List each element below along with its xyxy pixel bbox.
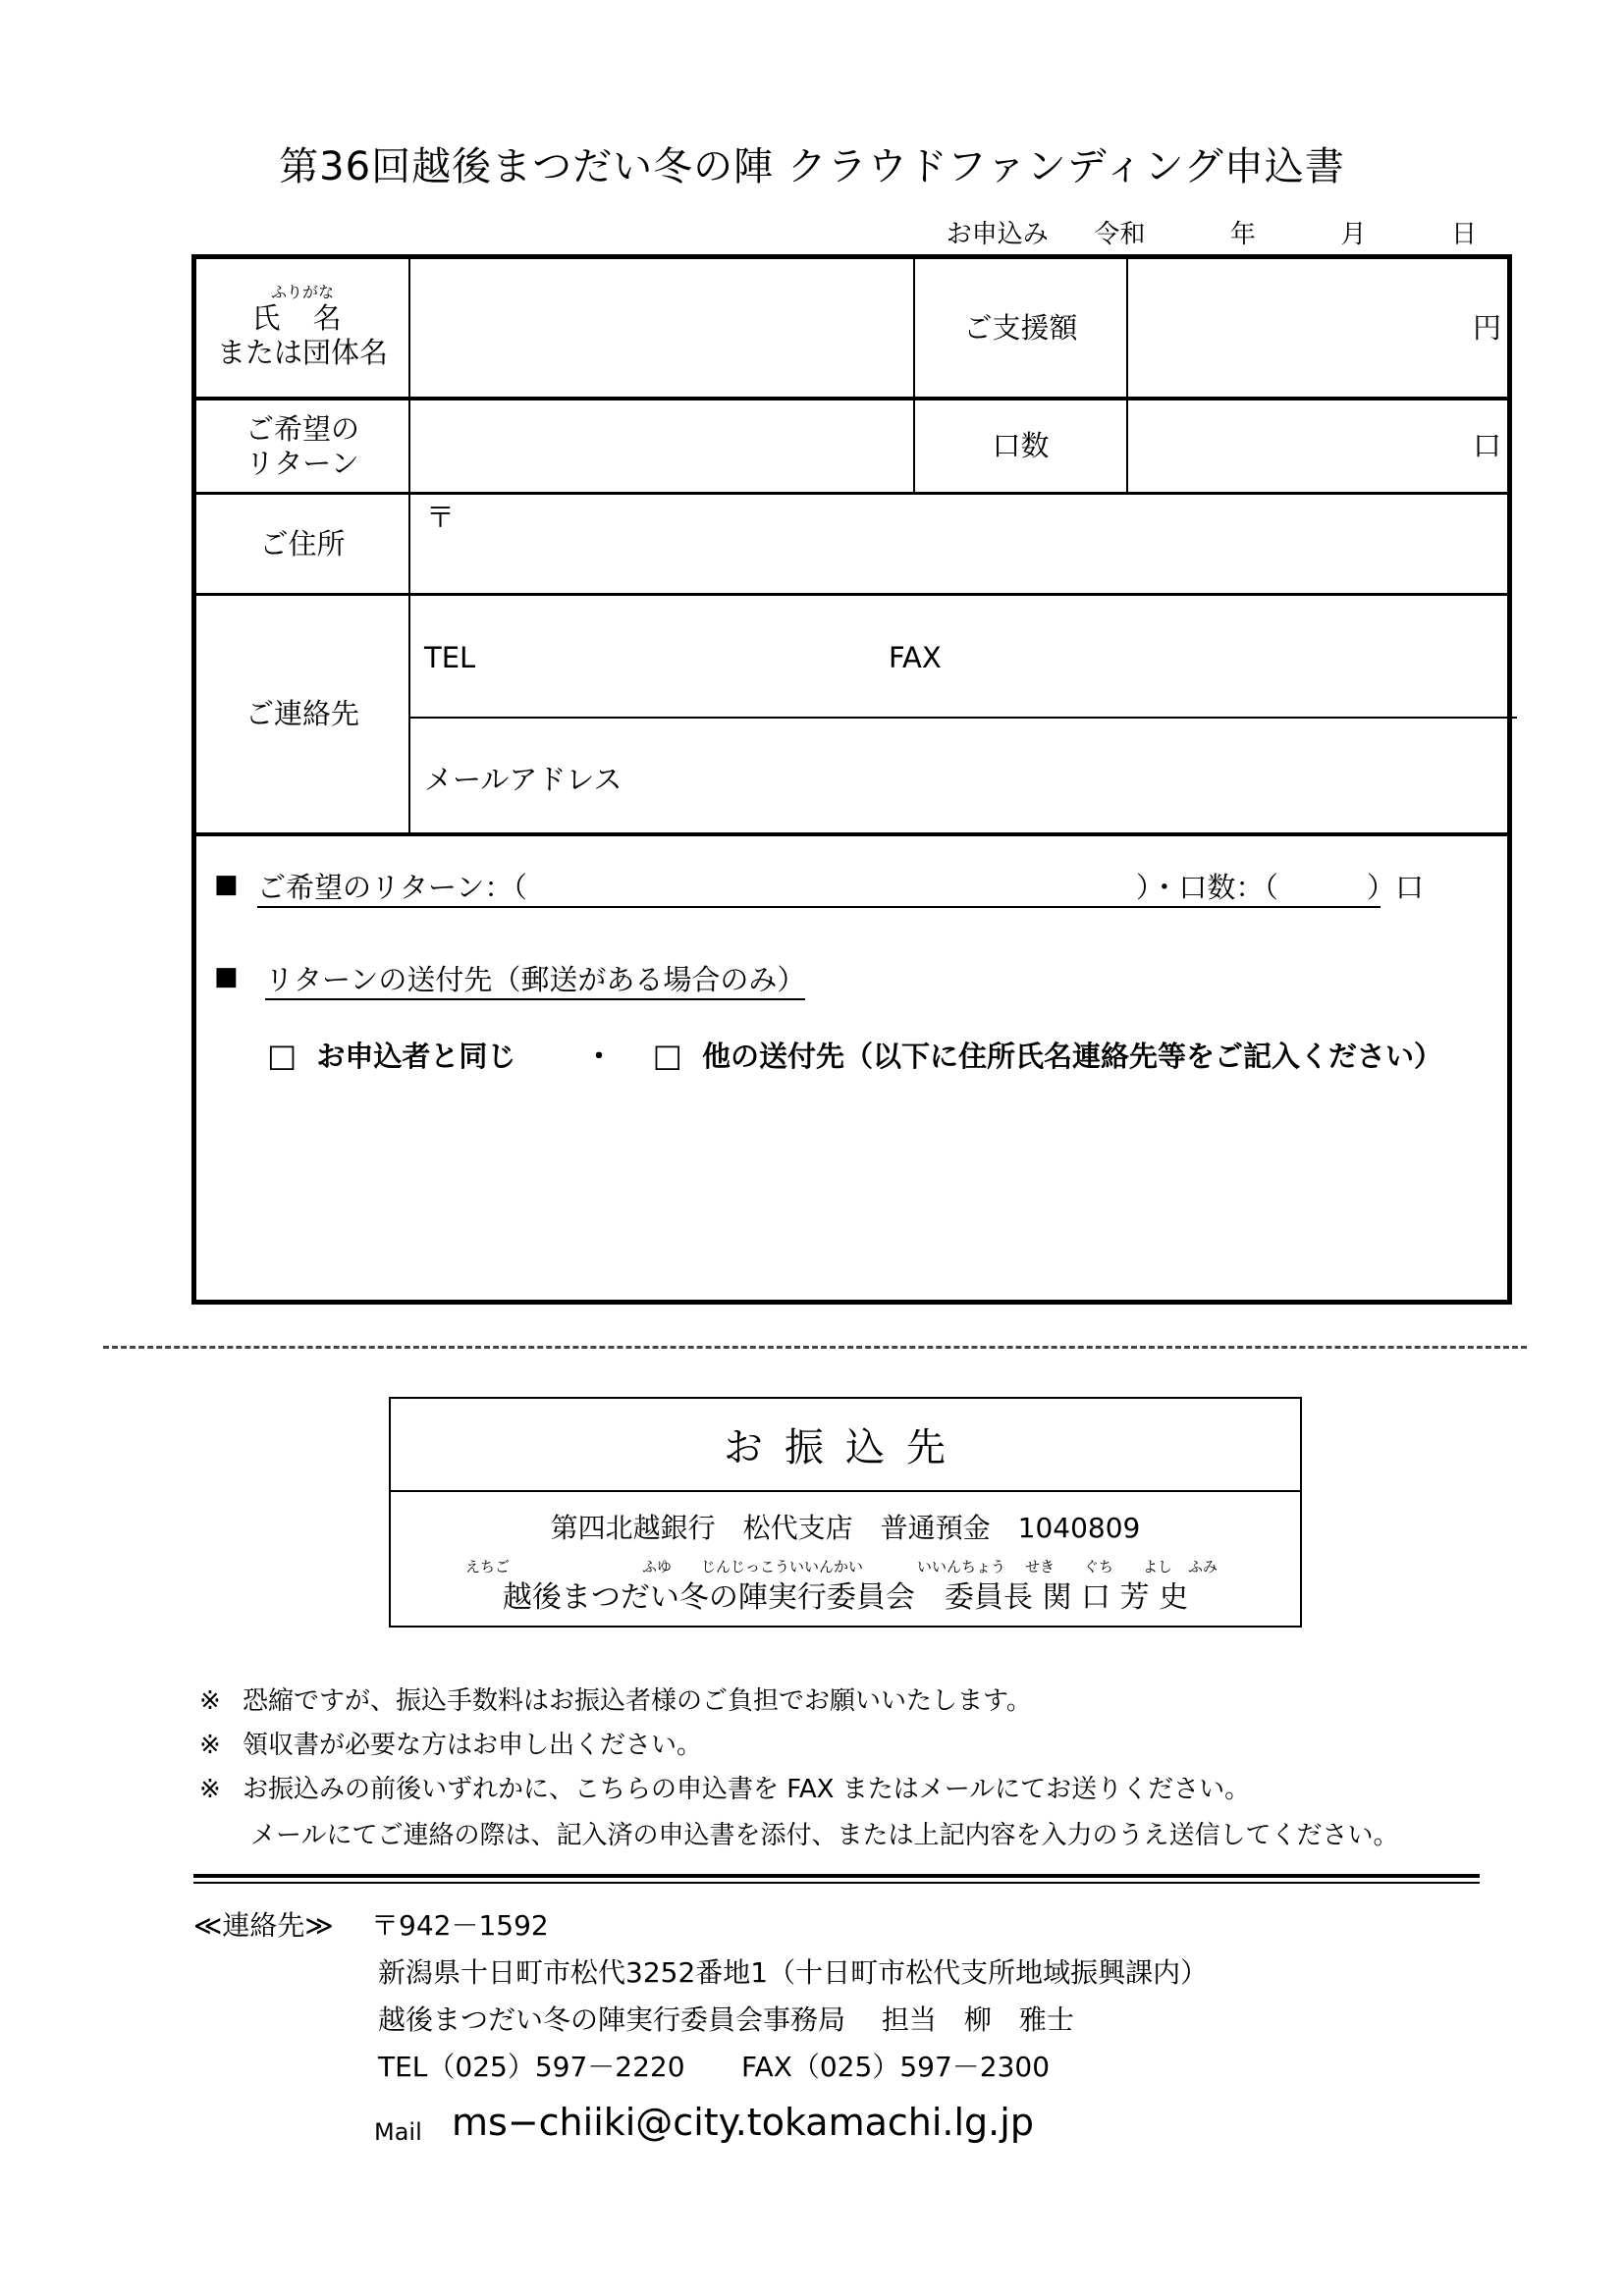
date-month: 月 xyxy=(1340,220,1367,249)
option-same-label: お申込者と同じ xyxy=(316,1040,516,1073)
fax-label: FAX xyxy=(889,641,942,674)
ruby-echigo: えちご xyxy=(465,1558,511,1575)
bank-transfer-box xyxy=(389,1397,1302,1628)
contact-mail-link[interactable]: ms−chiiki@city.tokamachi.lg.jp xyxy=(452,2101,1034,2144)
note-text: 領収書が必要な方はお申し出ください。 xyxy=(243,1731,703,1760)
return-select-label: ご希望のリターン：（ xyxy=(257,871,527,904)
date-year: 年 xyxy=(1229,220,1256,249)
date-era: 令和 xyxy=(1094,220,1146,249)
units-select-label: ）・口数：（ xyxy=(1135,871,1278,904)
return-label-line1: ご希望の xyxy=(244,411,359,446)
tel-label: TEL xyxy=(424,641,476,674)
option-other-label: 他の送付先（以下に住所氏名連絡先等をご記入ください） xyxy=(701,1040,1442,1073)
note-text: 恐縮ですが、振込手数料はお振込者様のご負担でお願いいたします。 xyxy=(243,1686,1032,1716)
contact-heading: ≪連絡先≫ xyxy=(193,1909,334,1942)
note-item xyxy=(199,1769,1250,1805)
application-date xyxy=(947,214,1477,250)
contact-address: 新潟県十日町市松代3252番地1（十日町市松代支所地域振興課内） xyxy=(378,1956,1209,1989)
application-form xyxy=(191,254,1512,1305)
address-field[interactable] xyxy=(410,495,1512,593)
amount-label: ご支援額 xyxy=(963,310,1078,345)
amount-unit: 円 xyxy=(1472,310,1501,345)
units-field[interactable] xyxy=(1128,400,1501,492)
contact-label: ご連絡先 xyxy=(244,697,359,731)
bank-holder: 越後まつだい冬の陣実行委員会 委員長 関 口 芳 史 xyxy=(502,1580,1189,1615)
ruby-seki: せき xyxy=(1025,1558,1056,1575)
double-rule xyxy=(193,1874,1480,1878)
units-select-unit: ）口 xyxy=(1366,871,1424,904)
double-rule xyxy=(193,1882,1480,1884)
return-label-line2: リターン xyxy=(245,446,359,480)
units-unit: 口 xyxy=(1472,429,1501,463)
checkbox-same[interactable]: □ xyxy=(267,1037,298,1074)
contact-mail-label: Mail xyxy=(374,2118,422,2146)
page-title: 第36回越後まつだい冬の陣 クラウドファンディング申込書 xyxy=(279,144,1345,189)
note-mark: ※ xyxy=(199,1731,221,1760)
note-text: お振込みの前後いずれかに、こちらの申込書を FAX またはメールにてお送りください。 xyxy=(243,1775,1251,1804)
return-select-line[interactable] xyxy=(257,866,1424,908)
bank-header: お振込先 xyxy=(391,1399,1300,1492)
shipping-options xyxy=(267,1035,1442,1075)
contact-fax: FAX（025）597－2300 xyxy=(741,2051,1051,2083)
date-label: お申込み xyxy=(946,220,1049,249)
address-label: ご住所 xyxy=(259,526,346,561)
ruby-jinjikkou: じんじっこういいんかい xyxy=(701,1558,864,1575)
name-label: 氏 名 xyxy=(251,300,353,335)
return-label-cell xyxy=(196,400,408,492)
ruby-fuyu: ふゆ xyxy=(642,1558,673,1575)
bullet-square: ■ xyxy=(214,870,239,899)
note-continuation: メールにてご連絡の際は、記入済の申込書を添付、または上記内容を入力のうえ送信してください。 xyxy=(250,1821,1399,1850)
checkbox-other[interactable]: □ xyxy=(652,1037,682,1074)
note-item xyxy=(199,1725,702,1761)
contact-office: 越後まつだい冬の陣実行委員会事務局 担当 柳 雅士 xyxy=(378,2003,1074,2036)
ruby-yoshi: よし xyxy=(1143,1558,1173,1575)
cut-line xyxy=(103,1346,1527,1349)
shipping-heading: リターンの送付先（郵送がある場合のみ） xyxy=(265,958,805,1000)
name-field[interactable] xyxy=(410,259,913,397)
note-mark: ※ xyxy=(199,1686,221,1716)
row-divider xyxy=(196,832,1507,836)
other-address-area[interactable] xyxy=(196,1123,1507,1295)
option-separator: ・ xyxy=(584,1040,614,1073)
bank-account: 第四北越銀行 松代支店 普通預金 1040809 xyxy=(550,1512,1141,1544)
postal-mark: 〒 xyxy=(426,501,456,534)
name-ruby: ふりがな xyxy=(270,282,334,301)
name-label-cell xyxy=(196,259,408,397)
amount-field[interactable] xyxy=(1128,259,1501,397)
ruby-iincho: いいんちょう xyxy=(917,1558,1006,1575)
note-item xyxy=(199,1681,1032,1717)
note-mark: ※ xyxy=(199,1775,221,1804)
return-field[interactable] xyxy=(410,400,913,492)
email-label: メールアドレス xyxy=(424,763,623,796)
date-day: 日 xyxy=(1450,220,1477,249)
ruby-fumi: ふみ xyxy=(1188,1558,1218,1575)
ruby-guchi: ぐち xyxy=(1084,1558,1114,1575)
contact-tel: TEL（025）597－2220 xyxy=(378,2051,685,2083)
name-label-group: または団体名 xyxy=(216,335,388,369)
contact-postal: 〒942－1592 xyxy=(371,1909,549,1942)
bullet-square: ■ xyxy=(214,962,239,991)
units-label: 口数 xyxy=(992,429,1050,463)
